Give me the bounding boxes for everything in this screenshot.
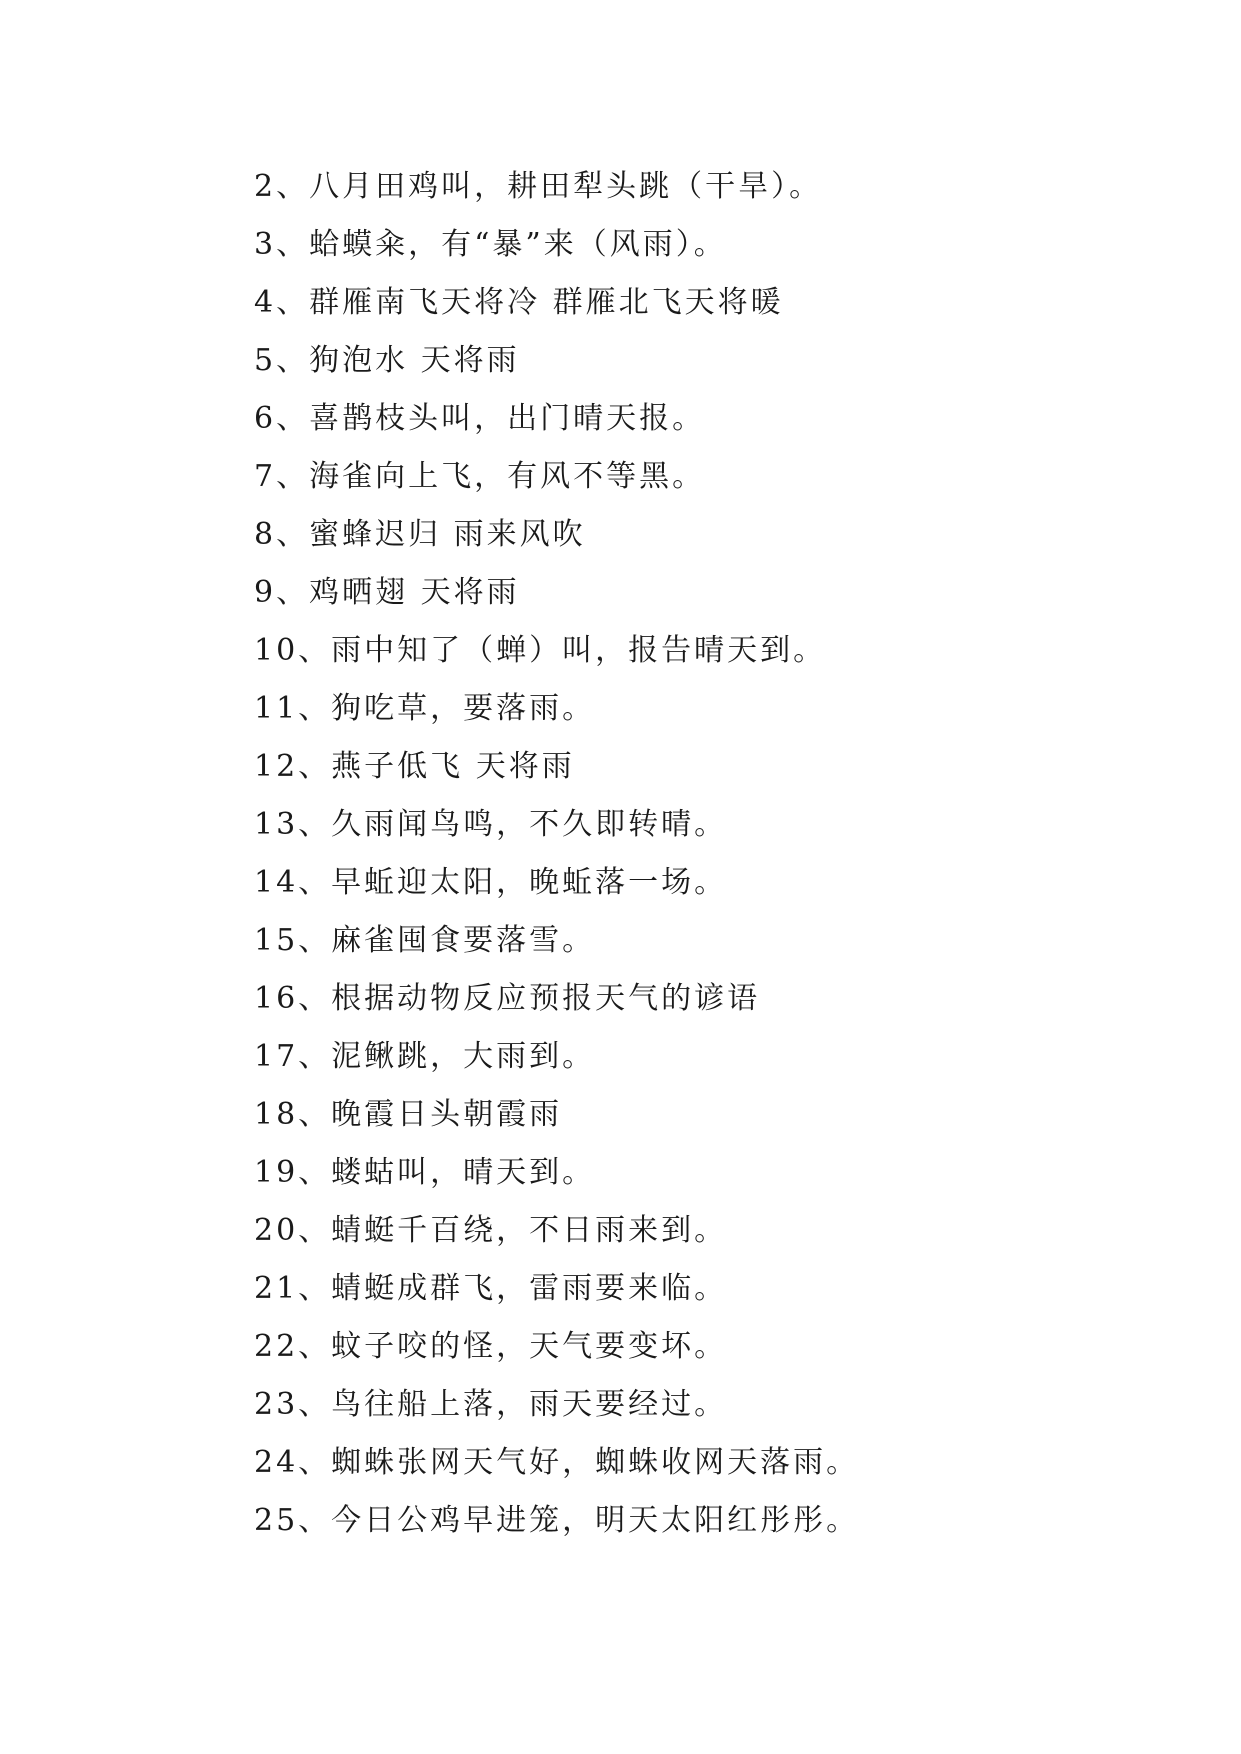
list-item: 23、鸟往船上落，雨天要经过。 xyxy=(254,1387,728,1422)
list-item: 7、海雀向上飞，有风不等黑。 xyxy=(254,459,706,494)
list-item: 19、蝼蛄叫，晴天到。 xyxy=(254,1155,596,1190)
list-item: 10、雨中知了（蝉）叫，报告晴天到。 xyxy=(254,633,827,668)
list-item: 15、麻雀囤食要落雪。 xyxy=(254,923,596,958)
list-item: 12、燕子低飞 天将雨 xyxy=(254,749,575,784)
proverb-list xyxy=(254,158,859,1550)
list-item: 9、鸡晒翅 天将雨 xyxy=(254,575,520,610)
list-item: 3、蛤蟆籴，有“暴”来（风雨）。 xyxy=(254,227,727,262)
list-item: 14、早蚯迎太阳，晚蚯落一场。 xyxy=(254,865,728,900)
list-item: 5、狗泡水 天将雨 xyxy=(254,343,520,378)
list-item: 13、久雨闻鸟鸣，不久即转晴。 xyxy=(254,807,728,842)
list-item: 22、蚊子咬的怪，天气要变坏。 xyxy=(254,1329,728,1364)
list-item: 2、八月田鸡叫，耕田犁头跳（干旱）。 xyxy=(254,169,823,204)
list-item: 18、晚霞日头朝霞雨 xyxy=(254,1097,563,1132)
list-item: 4、群雁南飞天将冷 群雁北飞天将暖 xyxy=(254,285,784,320)
list-item: 6、喜鹊枝头叫，出门晴天报。 xyxy=(254,401,706,436)
list-item: 17、泥鳅跳，大雨到。 xyxy=(254,1039,596,1074)
list-item: 20、蜻蜓千百绕，不日雨来到。 xyxy=(254,1213,728,1248)
list-item: 25、今日公鸡早进笼，明天太阳红彤彤。 xyxy=(254,1503,860,1538)
list-item: 16、根据动物反应预报天气的谚语 xyxy=(254,981,761,1016)
list-item: 21、蜻蜓成群飞，雷雨要来临。 xyxy=(254,1271,728,1306)
list-item: 11、狗吃草，要落雨。 xyxy=(254,691,596,726)
list-item: 24、蜘蛛张网天气好，蜘蛛收网天落雨。 xyxy=(254,1445,860,1480)
list-item: 8、蜜蜂迟归 雨来风吹 xyxy=(254,517,586,552)
